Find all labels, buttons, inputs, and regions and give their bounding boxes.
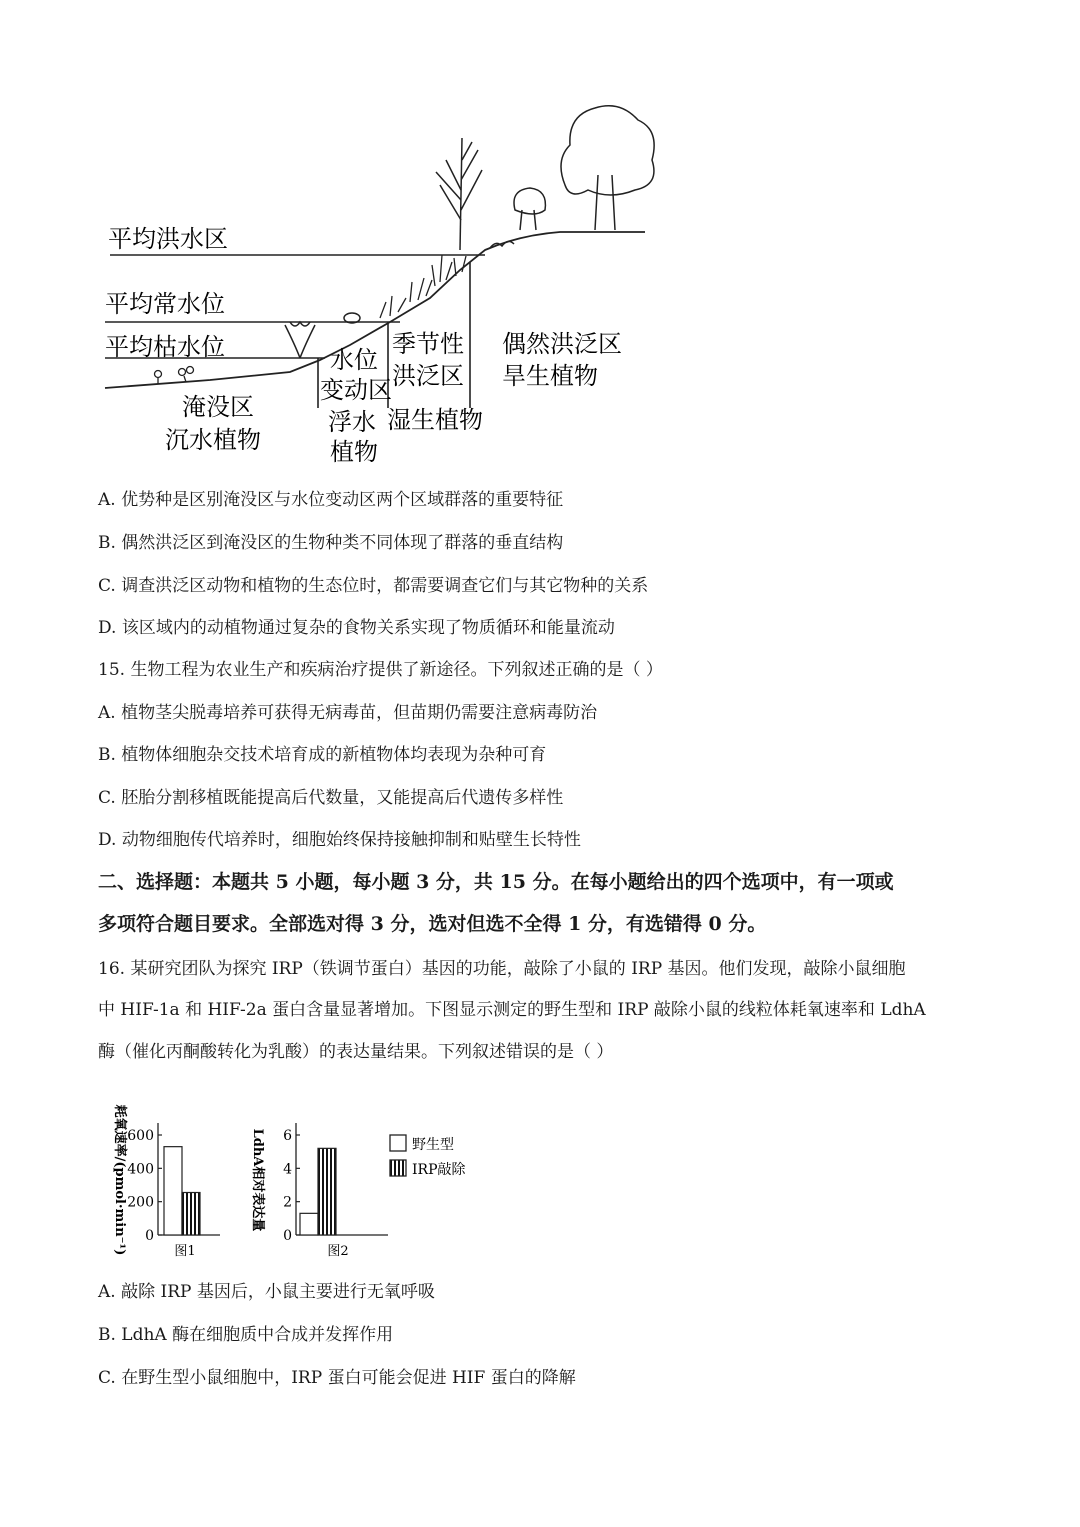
q16-option-b: B. LdhA 酶在细胞质中合成并发挥作用 [98,1325,394,1345]
floating-plants-label-1: 浮水 [328,408,376,436]
chart-2 [250,1123,388,1259]
q14-option-b: B. 偶然洪泛区到淹没区的生物种类不同体现了群落的垂直结构 [98,533,564,553]
y-tick-label: 6 [283,1128,292,1144]
flood-zone-label: 平均洪水区 [108,225,228,253]
section2-heading-line1: 二、选择题：本题共 5 小题，每小题 3 分，共 15 分。在每小题给出的四个选项中，有一项或 [98,871,894,893]
q15-option-a: A. 植物茎尖脱毒培养可获得无病毒苗，但苗期仍需要注意病毒防治 [98,703,598,723]
legend-swatch-knockout [390,1160,406,1176]
leafy-tree-icons [490,106,654,248]
q15-stem: 15. 生物工程为农业生产和疾病治疗提供了新途径。下列叙述正确的是（ ） [98,660,663,680]
q15-option-d: D. 动物细胞传代培养时，细胞始终保持接触抑制和贴壁生长特性 [98,830,581,850]
q16-stem-line2: 中 HIF-1a 和 HIF-2a 蛋白含量显著增加。下图显示测定的野生型和 IRP 敲除小鼠的线粒体耗氧速率和 LdhA [98,1000,926,1020]
fluctuation-zone-label-1: 水位 [330,346,378,374]
wet-plant-icons [380,255,466,318]
chart-title: 图2 [327,1244,349,1259]
q14-option-d: D. 该区域内的动植物通过复杂的食物关系实现了物质循环和能量流动 [98,618,615,638]
low-water-label: 平均枯水位 [105,333,225,361]
submerged-zone-label: 淹没区 [182,393,254,421]
q15-option-b: B. 植物体细胞杂交技术培育成的新植物体均表现为杂种可育 [98,745,547,765]
y-axis-label: LdhA相对表达量 [250,1128,265,1232]
normal-water-label: 平均常水位 [105,290,225,318]
q16-option-c: C. 在野生型小鼠细胞中，IRP 蛋白可能会促进 HIF 蛋白的降解 [98,1368,576,1388]
legend-label-wild: 野生型 [412,1137,454,1153]
bare-tree-icon [436,138,482,250]
chart-title: 图1 [174,1244,196,1259]
y-tick-label: 2 [283,1194,292,1211]
q14-option-c: C. 调查洪泛区动物和植物的生态位时，都需要调查它们与其它物种的关系 [98,576,649,596]
seasonal-label-2: 洪泛区 [392,362,464,390]
bar-irp-knockout [182,1193,200,1236]
seasonal-label-1: 季节性 [392,330,464,358]
q15-option-c: C. 胚胎分割移植既能提高后代数量，又能提高后代遗传多样性 [98,788,564,808]
y-axis-label: 耗氧速率/(pmol·min⁻¹) [112,1104,127,1256]
section2-heading-line2: 多项符合题目要求。全部选对得 3 分，选对但选不全得 1 分，有选错得 0 分。 [98,913,767,935]
bar-wild-type [164,1147,182,1235]
y-tick-label: 0 [283,1228,292,1244]
q16-charts [98,1080,498,1270]
submerged-plants-label: 沉水植物 [165,426,261,454]
fluctuation-zone-label-2: 变动区 [320,376,392,404]
occasional-zone-label: 偶然洪泛区 [502,330,622,358]
dry-plants-label: 旱生植物 [502,362,598,390]
y-tick-label: 0 [145,1228,154,1244]
chart-legend [390,1135,466,1178]
bar-irp-knockout [318,1148,336,1235]
wet-plants-label: 湿生植物 [387,406,483,434]
legend-swatch-wild [390,1135,406,1151]
q16-option-a: A. 敲除 IRP 基因后，小鼠主要进行无氧呼吸 [98,1282,435,1302]
q16-stem-line1: 16. 某研究团队为探究 IRP（铁调节蛋白）基因的功能，敲除了小鼠的 IRP 基因。他们发现，敲除小鼠细胞 [98,959,906,979]
y-tick-label: 4 [283,1161,292,1178]
y-tick-label: 400 [127,1161,154,1178]
floodplain-figure [90,90,710,470]
floating-plants-label-2: 植物 [330,438,378,466]
y-tick-label: 600 [127,1128,154,1144]
legend-label-knockout: IRP敲除 [412,1162,466,1178]
bar-wild-type [300,1213,318,1235]
q14-option-a: A. 优势种是区别淹没区与水位变动区两个区域群落的重要特征 [98,490,564,510]
y-tick-label: 200 [127,1194,154,1211]
q16-stem-line3: 酶（催化丙酮酸转化为乳酸）的表达量结果。下列叙述错误的是（ ） [98,1042,614,1062]
chart-1 [112,1105,220,1259]
